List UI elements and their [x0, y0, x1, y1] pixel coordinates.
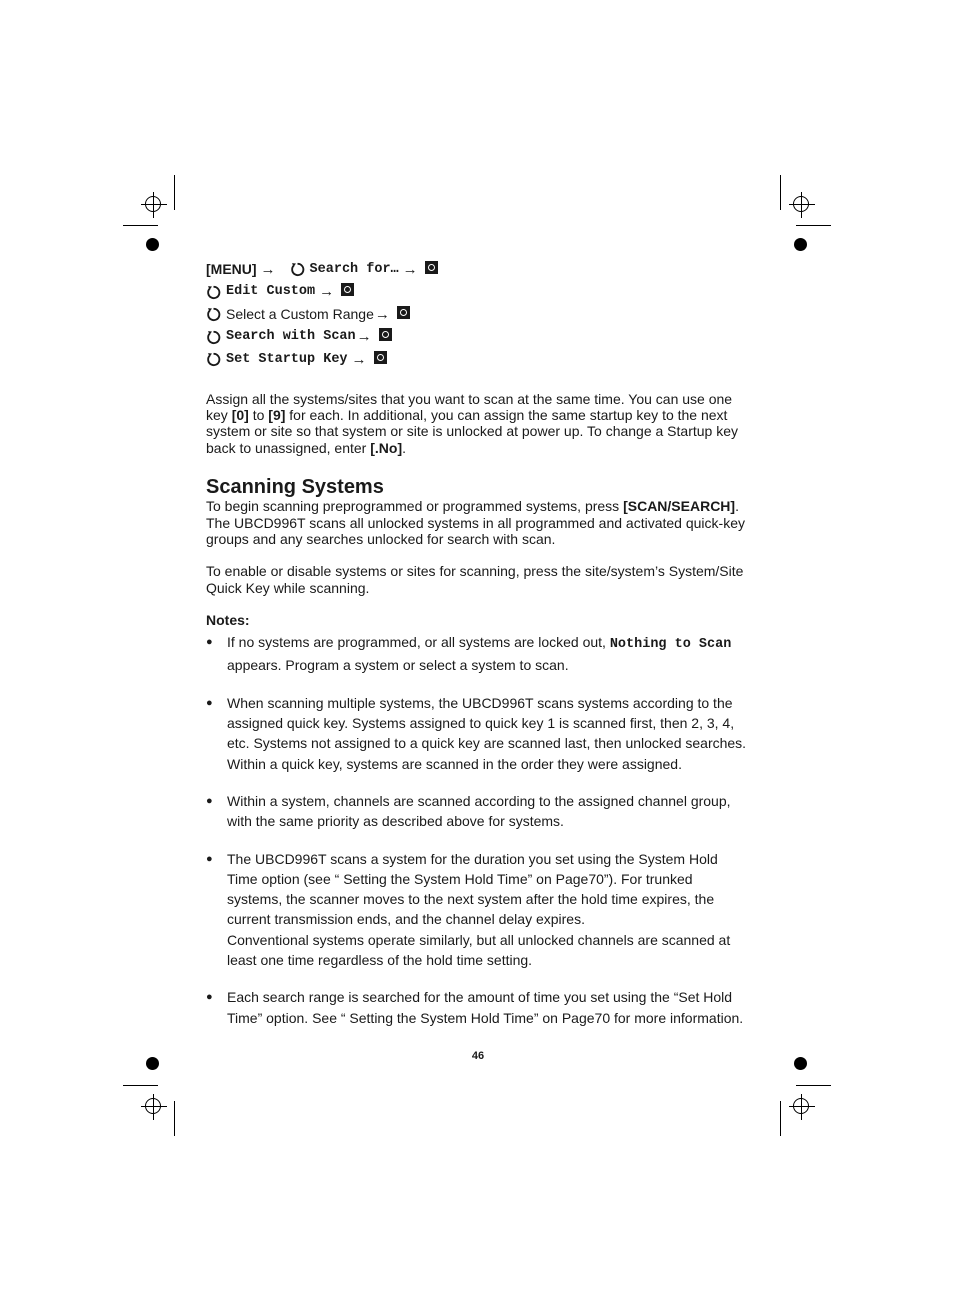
notes-list [206, 632, 751, 1028]
arrow-right-icon: → [351, 350, 367, 368]
select-key-icon [379, 328, 392, 341]
rotate-ccw-icon [206, 330, 220, 344]
display-message: Nothing to Scan [609, 637, 732, 653]
key-9: [9] [268, 406, 286, 423]
bullet-icon: ● [206, 991, 213, 1004]
nav-line-5 [206, 348, 751, 371]
section-text: . The UBCD996T scans all unlocked systems in all programmed and activated quick-key groups and any searches unlocked for search with scan. [206, 498, 745, 547]
note-text: When scanning multiple systems, the UBCD996T scans systems according to the assigned quick key. Systems assigned to quick key 1 is scanned first, then 2, 3, 4, etc. Systems not assigned to a quick key are scanned last, then unlocked searches. Within a quick key, systems are scanned in the order they were assigned. [227, 694, 747, 772]
arrow-right-icon: → [260, 260, 276, 278]
intro-text: for each. In additional, you can assign the same startup key to the next system or site so that system or site is unlocked at power up. To change a Startup key back to unassigned, enter [206, 406, 738, 456]
arrow-right-icon: → [319, 283, 335, 301]
rotate-ccw-icon [290, 262, 304, 276]
note-text: Conventional systems operate similarly, but all unlocked channels are scanned at least one time regardless of the hold time setting. [227, 931, 731, 969]
select-key-icon [341, 283, 354, 296]
list-item [206, 632, 751, 676]
bullet-icon: ● [206, 696, 213, 709]
bullet-icon: ● [206, 794, 213, 807]
nav-line-1 [206, 258, 751, 281]
bullet-icon: ● [206, 852, 213, 865]
menu-key: [MENU] [206, 261, 257, 278]
note-text: Each search range is searched for the amount of time you set using the “Set Hold Time” option. See “ Setting the System Hold Time” on Page70 for more information. [227, 989, 744, 1026]
nav-step-set-startup-key: Set Startup Key [226, 351, 348, 367]
page-number: 46 [471, 1050, 485, 1062]
key-0: [0] [231, 406, 249, 423]
nav-step-search-with-scan: Search with Scan [226, 329, 356, 345]
list-item [206, 693, 751, 774]
intro-text: to [248, 406, 269, 423]
nav-step-edit-custom: Edit Custom [226, 284, 316, 300]
scan-search-key: [SCAN/SEARCH] [623, 498, 736, 515]
intro-paragraph [206, 391, 751, 457]
arrow-right-icon: → [356, 328, 372, 346]
nav-line-4 [206, 326, 751, 349]
intro-text: Assign all the systems/sites that you want to scan at the same time. You can use one key [206, 390, 733, 423]
section-paragraph-1 [206, 498, 751, 547]
key-no: [.No] [370, 439, 403, 456]
note-text: The UBCD996T scans a system for the duration you set using the System Hold Time option (see “ Setting the System Hold Time” on Page70”). For trunked systems, the scanner moves to the next system after the hold time expires, the current transmission ends, and the channel delay expires. [227, 850, 718, 928]
nav-step-select-custom-range: Select a Custom Range [226, 306, 374, 323]
arrow-right-icon: → [402, 260, 418, 278]
section-title: Scanning Systems [206, 476, 384, 499]
select-key-icon [425, 261, 438, 274]
page-content [206, 258, 751, 1045]
select-key-icon [397, 306, 410, 319]
list-item [206, 987, 751, 1028]
list-item [206, 849, 751, 971]
bullet-icon: ● [206, 636, 213, 649]
notes-heading: Notes: [206, 612, 250, 629]
select-key-icon [374, 351, 387, 364]
intro-text: . [402, 439, 407, 456]
section-paragraph-2: To enable or disable systems or sites for scanning, press the site/system’s System/Site Quick Key while scanning. [206, 563, 744, 596]
note-text: appears. Program a system or select a system to scan. [227, 657, 569, 674]
rotate-ccw-icon [206, 352, 220, 366]
note-text: If no systems are programmed, or all systems are locked out, [227, 634, 610, 651]
rotate-ccw-icon [206, 285, 220, 299]
section-text: To begin scanning preprogrammed or programmed systems, press [206, 498, 624, 515]
list-item [206, 791, 751, 832]
nav-line-3 [206, 303, 751, 326]
menu-navigation [206, 258, 751, 371]
arrow-right-icon: → [374, 305, 390, 323]
rotate-ccw-icon [206, 307, 220, 321]
nav-step-search-for: Search for… [309, 261, 399, 277]
nav-line-2 [206, 281, 751, 304]
note-text: Within a system, channels are scanned according to the assigned channel group, with the same priority as described above for systems. [227, 792, 731, 830]
